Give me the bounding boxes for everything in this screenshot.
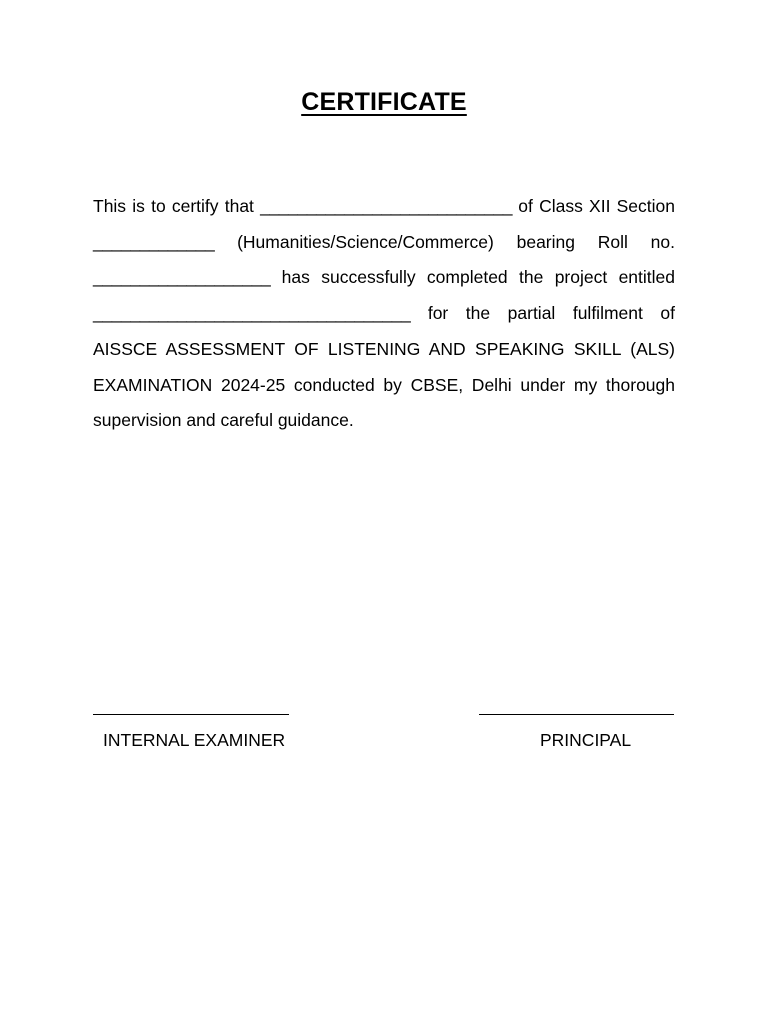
- internal-examiner-signature-line: [93, 714, 289, 716]
- project-title-blank: __________________________________: [93, 303, 411, 324]
- student-name-blank: ___________________________: [260, 196, 513, 216]
- body-text-segment: for the partial fulfilment of AISSCE ASSESSMENT OF LISTENING AND SPEAKING SKILL (ALS) EXAMINATION 2024-25 conducted by CBSE, Delhi under my thorough supervision and careful guidance.: [93, 303, 675, 431]
- certificate-title: CERTIFICATE: [301, 88, 467, 116]
- body-text-segment: of Class XII Section: [512, 196, 675, 216]
- roll-number-blank: ___________________: [93, 267, 271, 288]
- body-text-segment: (Humanities/Science/Commerce) bearing Roll no.: [214, 231, 675, 252]
- certificate-body: [93, 189, 675, 439]
- body-text-segment: has successfully completed the project entitled: [270, 267, 675, 288]
- principal-label: PRINCIPAL: [540, 730, 632, 750]
- internal-examiner-label: INTERNAL EXAMINER: [103, 730, 286, 750]
- body-text-segment: This is to certify that: [93, 196, 261, 216]
- principal-signature-line: [479, 714, 674, 716]
- section-blank: _____________: [93, 231, 215, 252]
